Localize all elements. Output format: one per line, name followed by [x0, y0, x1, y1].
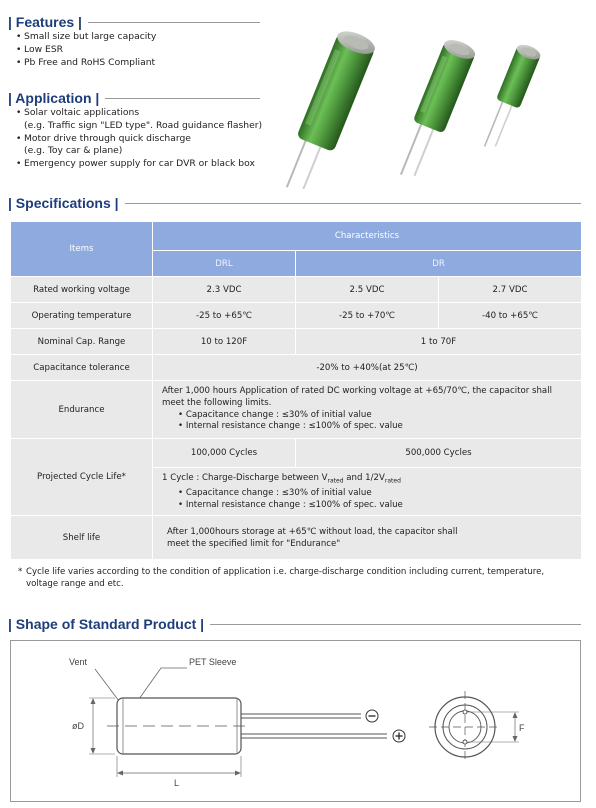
shelf-text: meet the specified limit for "Endurance" — [167, 538, 341, 549]
endurance-text: meet the following limits. — [162, 397, 272, 408]
table-row — [11, 303, 582, 329]
plus-icon — [393, 730, 405, 742]
shape-diagram — [10, 640, 581, 802]
list-item: • Small size but large capacity — [16, 31, 156, 44]
row-label: Operating temperature — [11, 303, 153, 329]
application-rule — [105, 98, 260, 99]
row-label: Rated working voltage — [11, 277, 153, 303]
cycle-bullet: • Internal resistance change : ≤100% of spec. value — [178, 500, 403, 511]
row-label: Endurance — [11, 381, 153, 439]
shape-drawing — [11, 641, 580, 801]
footnote-text: Cycle life varies according to the condition of application i.e. charge-discharge condition including current, temperature, voltage range and etc. — [26, 567, 545, 589]
table-row — [11, 516, 582, 560]
table-row — [11, 381, 582, 439]
table-row — [11, 355, 582, 381]
capacitor-medium — [393, 36, 478, 183]
cell-value: 2.3 VDC — [153, 277, 296, 303]
table-row — [11, 439, 582, 468]
header-items: Items — [11, 222, 153, 277]
cell-value: 100,000 Cycles — [153, 439, 296, 468]
cell-cycle-detail — [153, 468, 582, 516]
cell-endurance — [153, 381, 582, 439]
shape-heading — [8, 616, 581, 632]
cell-value: 2.7 VDC — [439, 277, 582, 303]
shelf-text: After 1,000hours storage at +65℃ without load, the capacitor shall — [167, 526, 458, 537]
capacitors-image — [280, 4, 580, 189]
cell-shelf — [153, 516, 582, 560]
header-dr: DR — [296, 251, 582, 277]
diameter-label: øD — [72, 721, 84, 731]
features-heading — [8, 14, 260, 30]
endurance-text: After 1,000 hours Application of rated DC working voltage at +65/70℃, the capacitor shall — [162, 385, 552, 396]
endurance-bullet: • Internal resistance change : ≤100% of spec. value — [178, 421, 403, 432]
header-drl: DRL — [153, 251, 296, 277]
cell-value: -40 to +65℃ — [439, 303, 582, 329]
cell-value: 10 to 120F — [153, 329, 296, 355]
pitch-label: F — [519, 723, 525, 733]
footnote — [18, 566, 578, 590]
features-title: | Features | — [8, 14, 82, 30]
specifications-title: | Specifications | — [8, 195, 119, 211]
features-list — [16, 31, 156, 69]
list-item: • Pb Free and RoHS Compliant — [16, 57, 156, 70]
shape-title: | Shape of Standard Product | — [8, 616, 205, 632]
table-row — [11, 277, 582, 303]
table-row — [11, 329, 582, 355]
cycle-text: 1 Cycle : Charge-Discharge between $V_{rated}$ and $1/2V_{rated}$ — [162, 472, 401, 485]
cell-value: -25 to +65℃ — [153, 303, 296, 329]
application-list — [16, 107, 262, 171]
sleeve-label: PET Sleeve — [189, 657, 237, 667]
row-label: Nominal Cap. Range — [11, 329, 153, 355]
capacitor-large — [280, 27, 378, 189]
row-label: Projected Cycle Life* — [11, 439, 153, 516]
cell-value: 500,000 Cycles — [296, 439, 582, 468]
minus-icon — [366, 710, 378, 722]
list-item: • Solar voltaic applications — [16, 107, 262, 120]
list-item: • Low ESR — [16, 44, 156, 57]
table-header-row — [11, 222, 582, 251]
application-heading — [8, 90, 260, 106]
list-item: • Motor drive through quick discharge — [16, 133, 262, 146]
cell-value: 1 to 70F — [296, 329, 582, 355]
cell-value: -20% to +40%(at 25℃) — [153, 355, 582, 381]
specifications-heading — [8, 195, 581, 211]
cycle-bullet: • Capacitance change : ≤30% of initial value — [178, 488, 372, 499]
end-view — [429, 691, 525, 763]
specifications-table — [10, 221, 582, 560]
row-label: Shelf life — [11, 516, 153, 560]
vent-label: Vent — [69, 657, 88, 667]
capacitor-small — [478, 42, 542, 153]
specifications-rule — [125, 203, 581, 204]
length-label: L — [174, 778, 180, 788]
shape-rule — [210, 624, 581, 625]
list-item-example: (e.g. Toy car & plane) — [24, 145, 123, 157]
features-rule — [88, 22, 260, 23]
footnote-star: * — [18, 567, 23, 577]
cell-value: -25 to +70℃ — [296, 303, 439, 329]
list-item: • Emergency power supply for car DVR or black box — [16, 158, 262, 171]
row-label: Capacitance tolerance — [11, 355, 153, 381]
list-item-example: (e.g. Traffic sign "LED type". Road guidance flasher) — [24, 119, 263, 131]
cell-value: 2.5 VDC — [296, 277, 439, 303]
application-title: | Application | — [8, 90, 100, 106]
endurance-bullet: • Capacitance change : ≤30% of initial value — [178, 409, 372, 420]
header-characteristics: Characteristics — [153, 222, 582, 251]
